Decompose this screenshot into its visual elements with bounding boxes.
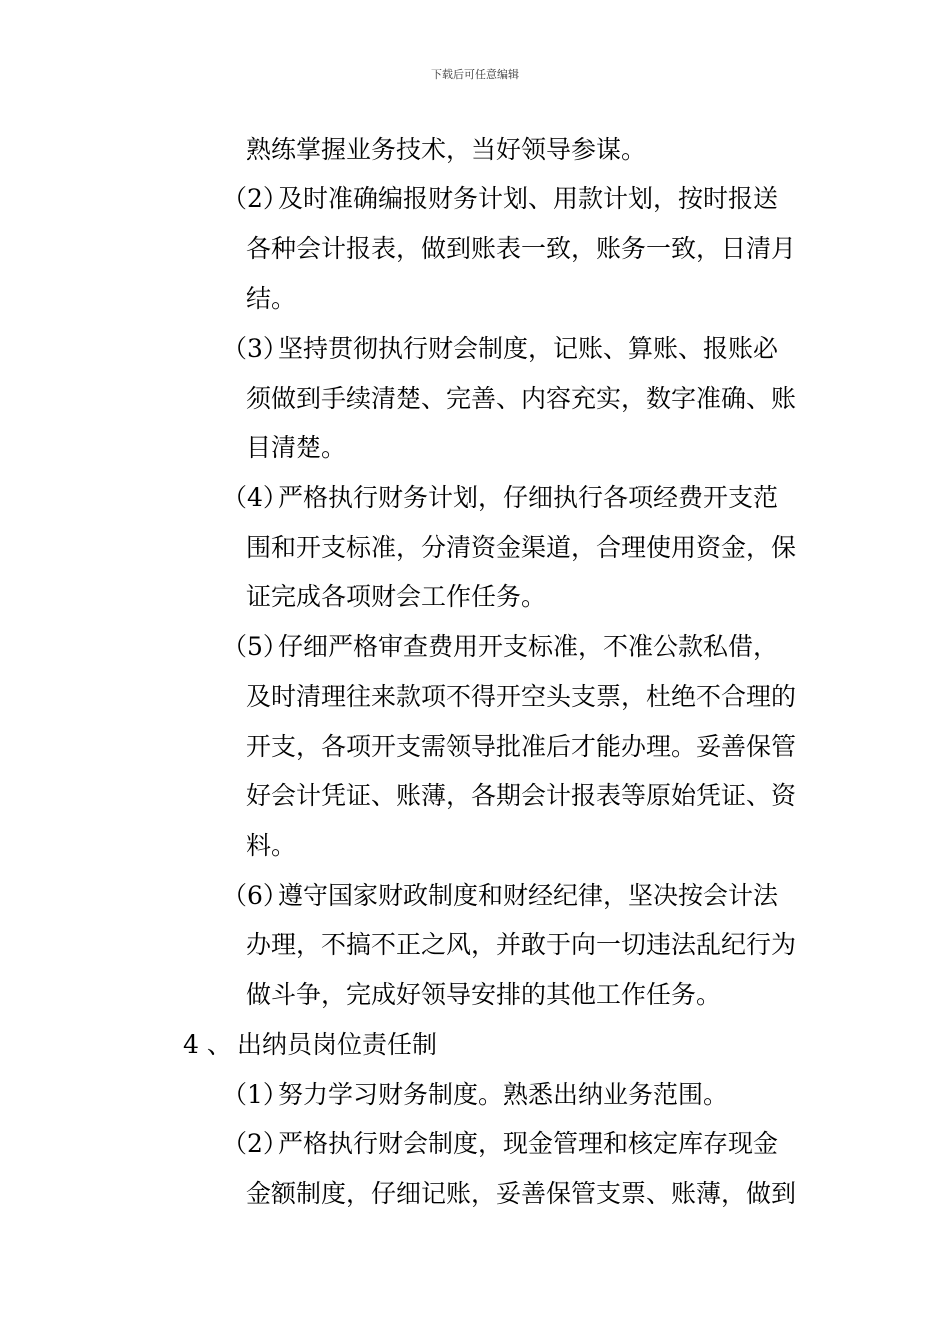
text-line: 及时清理往来款项不得开空头支票，杜绝不合理的 — [246, 682, 797, 711]
list-item — [222, 184, 778, 214]
text-line: 各种会计报表，做到账表一致，账务一致，日清月 — [246, 234, 797, 263]
item-text: 及时准确编报财务计划、用款计划，按时报送 — [278, 184, 779, 213]
section-number: 4 、 — [183, 1030, 232, 1059]
section-title: 出纳员岗位责任制 — [237, 1030, 438, 1059]
item-text: 仔细严格审查费用开支标准，不准公款私借， — [278, 632, 779, 661]
item-number: （5） — [222, 632, 288, 661]
item-number: （1） — [222, 1080, 288, 1109]
text-line: 证完成各项财会工作任务。 — [246, 582, 547, 611]
text-line: 围和开支标准，分清资金渠道，合理使用资金，保 — [246, 533, 797, 562]
text-line: 料。 — [246, 831, 297, 860]
list-item — [222, 881, 778, 911]
section-heading — [183, 1030, 437, 1060]
text-line: 结。 — [246, 284, 297, 313]
text-line: 好会计凭证、账薄，各期会计报表等原始凭证、资 — [246, 781, 797, 810]
text-line: 开支，各项开支需领导批准后才能办理。妥善保管 — [246, 732, 797, 761]
item-number: （6） — [222, 881, 288, 910]
page-header: 下载后可任意编辑 — [431, 68, 519, 81]
item-text: 严格执行财务计划，仔细执行各项经费开支范 — [278, 483, 779, 512]
list-item — [222, 1080, 728, 1110]
item-text: 严格执行财会制度，现金管理和核定库存现金 — [278, 1129, 779, 1158]
list-item — [222, 1129, 778, 1159]
item-text: 努力学习财务制度。熟悉出纳业务范围。 — [278, 1080, 729, 1109]
item-number: （2） — [222, 184, 288, 213]
list-item — [222, 632, 778, 662]
text-line: 金额制度，仔细记账，妥善保管支票、账薄，做到 — [246, 1179, 797, 1208]
text-line: 目清楚。 — [246, 433, 347, 462]
list-item — [222, 334, 778, 364]
text-line: 做斗争，完成好领导安排的其他工作任务。 — [246, 980, 722, 1009]
item-text: 坚持贯彻执行财会制度，记账、算账、报账必 — [278, 334, 779, 363]
item-number: （3） — [222, 334, 288, 363]
text-line: 熟练掌握业务技术，当好领导参谋。 — [246, 135, 647, 164]
text-line: 须做到手续清楚、完善、内容充实，数字准确、账 — [246, 384, 797, 413]
item-number: （2） — [222, 1129, 288, 1158]
item-text: 遵守国家财政制度和财经纪律，坚决按会计法 — [278, 881, 779, 910]
item-number: （4） — [222, 483, 288, 512]
list-item — [222, 483, 778, 513]
text-line: 办理，不搞不正之风，并敢于向一切违法乱纪行为 — [246, 930, 797, 959]
